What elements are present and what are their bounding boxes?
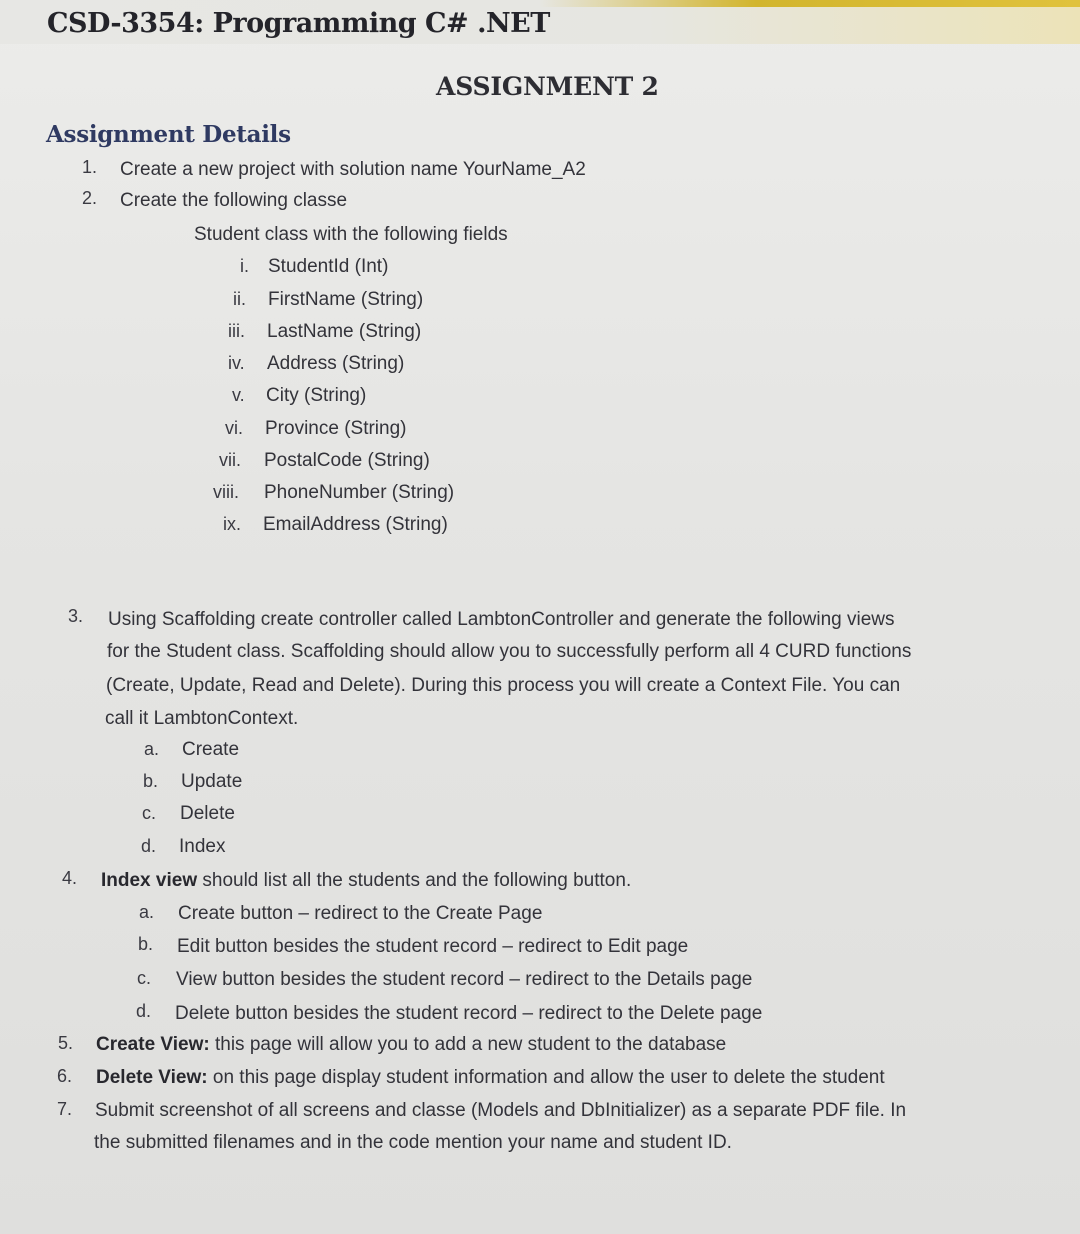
field-marker: ix.	[223, 514, 241, 534]
list-item-text	[96, 1034, 726, 1056]
field-text: City (String)	[266, 385, 367, 406]
list-item-number: 1.	[82, 157, 98, 177]
field-marker: ii.	[233, 289, 246, 309]
section-heading: Assignment Details	[46, 121, 291, 148]
field-marker: iii.	[228, 321, 245, 341]
paragraph-line: call it LambtonContext.	[105, 708, 299, 729]
delete-view-description: on this page display student information and allow the user to delete the student	[207, 1067, 885, 1088]
list-item-number: 2.	[82, 188, 98, 208]
delete-view-label: Delete View:	[96, 1067, 208, 1088]
field-marker: iv.	[228, 353, 245, 373]
list-item-number: 3.	[68, 606, 84, 626]
field-text: Province (String)	[265, 418, 407, 439]
field-marker: v.	[232, 385, 245, 405]
field-marker: vi.	[225, 418, 243, 438]
list-item-number: 4.	[62, 868, 78, 888]
list-item-text: Create the following classe	[120, 190, 348, 211]
index-view-label: Index view	[101, 870, 198, 891]
field-text: EmailAddress (String)	[263, 514, 448, 535]
header-accent-line	[540, 0, 1080, 7]
paragraph-line: (Create, Update, Read and Delete). During this process you will create a Context File. You can	[106, 675, 901, 696]
button-marker: d.	[136, 1001, 152, 1021]
field-text: PhoneNumber (String)	[264, 482, 455, 503]
view-marker: d.	[141, 836, 157, 856]
paragraph-line: Using Scaffolding create controller called LambtonController and generate the following views	[108, 609, 895, 630]
field-marker: viii.	[213, 482, 239, 502]
field-text: Address (String)	[267, 353, 405, 374]
field-text: LastName (String)	[267, 321, 422, 342]
view-marker: a.	[144, 739, 160, 759]
paragraph-line: the submitted filenames and in the code mention your name and student ID.	[94, 1132, 732, 1153]
button-text: Edit button besides the student record – redirect to Edit page	[177, 936, 689, 957]
view-marker: c.	[142, 803, 157, 823]
button-marker: a.	[139, 902, 155, 922]
field-marker: vii.	[219, 450, 241, 470]
button-text: Create button – redirect to the Create Page	[178, 903, 543, 924]
view-text: Create	[182, 739, 240, 760]
list-item-text: Create a new project with solution name YourName_A2	[120, 159, 586, 180]
class-intro: Student class with the following fields	[194, 224, 508, 245]
paragraph-line: Submit screenshot of all screens and classe (Models and DbInitializer) as a separate PDF file. In	[95, 1100, 907, 1121]
assignment-title: ASSIGNMENT 2	[436, 72, 659, 101]
create-view-description: this page will allow you to add a new student to the database	[209, 1034, 727, 1055]
index-view-description: should list all the students and the following button.	[197, 870, 632, 891]
list-item-text	[101, 870, 631, 892]
course-title: CSD-3354: Programming C# .NET	[47, 8, 550, 39]
create-view-label: Create View:	[96, 1034, 210, 1055]
view-text: Update	[181, 771, 243, 792]
list-item-number: 7.	[57, 1099, 73, 1119]
list-item-number: 5.	[58, 1033, 74, 1053]
list-item-number: 6.	[57, 1066, 73, 1086]
list-item-text	[96, 1067, 885, 1089]
field-text: PostalCode (String)	[264, 450, 430, 471]
button-text: View button besides the student record – redirect to the Details page	[176, 969, 753, 990]
field-text: StudentId (Int)	[268, 256, 389, 277]
view-marker: b.	[143, 771, 159, 791]
button-marker: b.	[138, 934, 154, 954]
view-text: Delete	[180, 803, 235, 824]
view-text: Index	[179, 836, 226, 857]
paragraph-line: for the Student class. Scaffolding should allow you to successfully perform all 4 CURD functions	[107, 641, 912, 662]
field-text: FirstName (String)	[268, 289, 424, 310]
field-marker: i.	[240, 256, 249, 276]
button-text: Delete button besides the student record – redirect to the Delete page	[175, 1003, 763, 1024]
button-marker: c.	[137, 968, 152, 988]
